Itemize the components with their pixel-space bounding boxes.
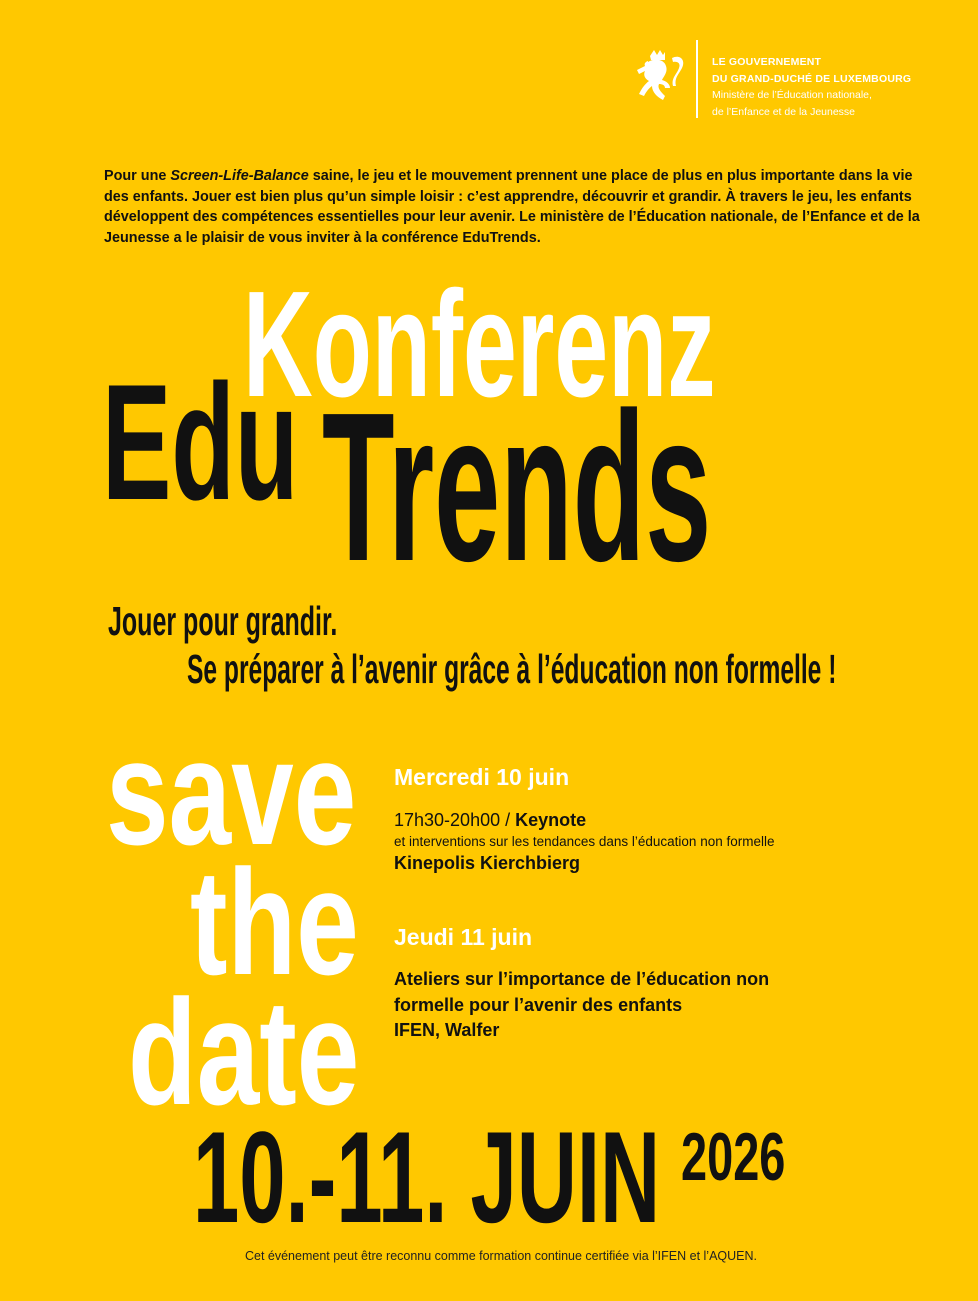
title-trends: Trends [322,368,712,605]
logo-divider [696,40,698,118]
date-range: 10.-11. JUIN [193,1104,661,1250]
title-edu: Edu [102,350,299,534]
intro-text-rest: saine, le jeu et le mouvement prennent une place de plus en plus importante dans la vie des enfants. Jouer est bien plus qu’un simple loisir : c’est apprendre, découvrir et grandir. À travers le jeu, les enfants développent des compétences essentielles pour leur avenir. Le ministère de l’Éducation nationale, de l’Enfance et de la Jeunesse a le plaisir de vous inviter à la conférence EduTrends. [104,168,920,246]
event-1-place: Kinepolis Kierchbierg [394,853,581,873]
intro-italic: Screen-Life-Balance [170,168,309,184]
event-2-title-line-1: Ateliers sur l’importance de l’éducation non [394,969,770,989]
logo-text-ministry-2: de l’Enfance et de la Jeunesse [712,105,856,118]
event-2-title-line-2: formelle pour l’avenir des enfants [394,995,683,1015]
logo-text-ministry: Ministère de l’Éducation nationale, [712,89,872,101]
date-year: 2026 [681,1119,786,1195]
save-word: save [106,708,357,876]
event-1-day: Mercredi 10 juin [394,764,570,790]
lion-crest-icon [632,48,690,108]
event-1-title: Keynote [515,810,587,830]
footer-note: Cet événement peut être reconnu comme formation continue certifiée via l’IFEN et l’AQUEN. [244,1249,758,1263]
intro-paragraph [104,166,934,248]
title-konferenz: Konferenz [243,259,716,428]
subtitle-line-2: Se préparer à l’avenir grâce à l’éducation non formelle ! [187,646,837,692]
intro-text: Pour une [104,168,171,184]
logo-text-country: DU GRAND-DUCHÉ DE LUXEMBOURG [712,72,912,85]
date-word: date [128,968,360,1136]
event-1-time [394,810,586,831]
event-1-time-text: 17h30-20h00 / [394,810,516,830]
event-2-place: IFEN, Walfer [394,1020,500,1040]
subtitle-line-1: Jouer pour grandir. [108,598,338,644]
event-2-day: Jeudi 11 juin [394,924,533,950]
the-word: the [190,838,359,1006]
event-1-description: et interventions sur les tendances dans l’éducation non formelle [394,834,775,849]
logo-text-government: LE GOUVERNEMENT [712,56,822,68]
